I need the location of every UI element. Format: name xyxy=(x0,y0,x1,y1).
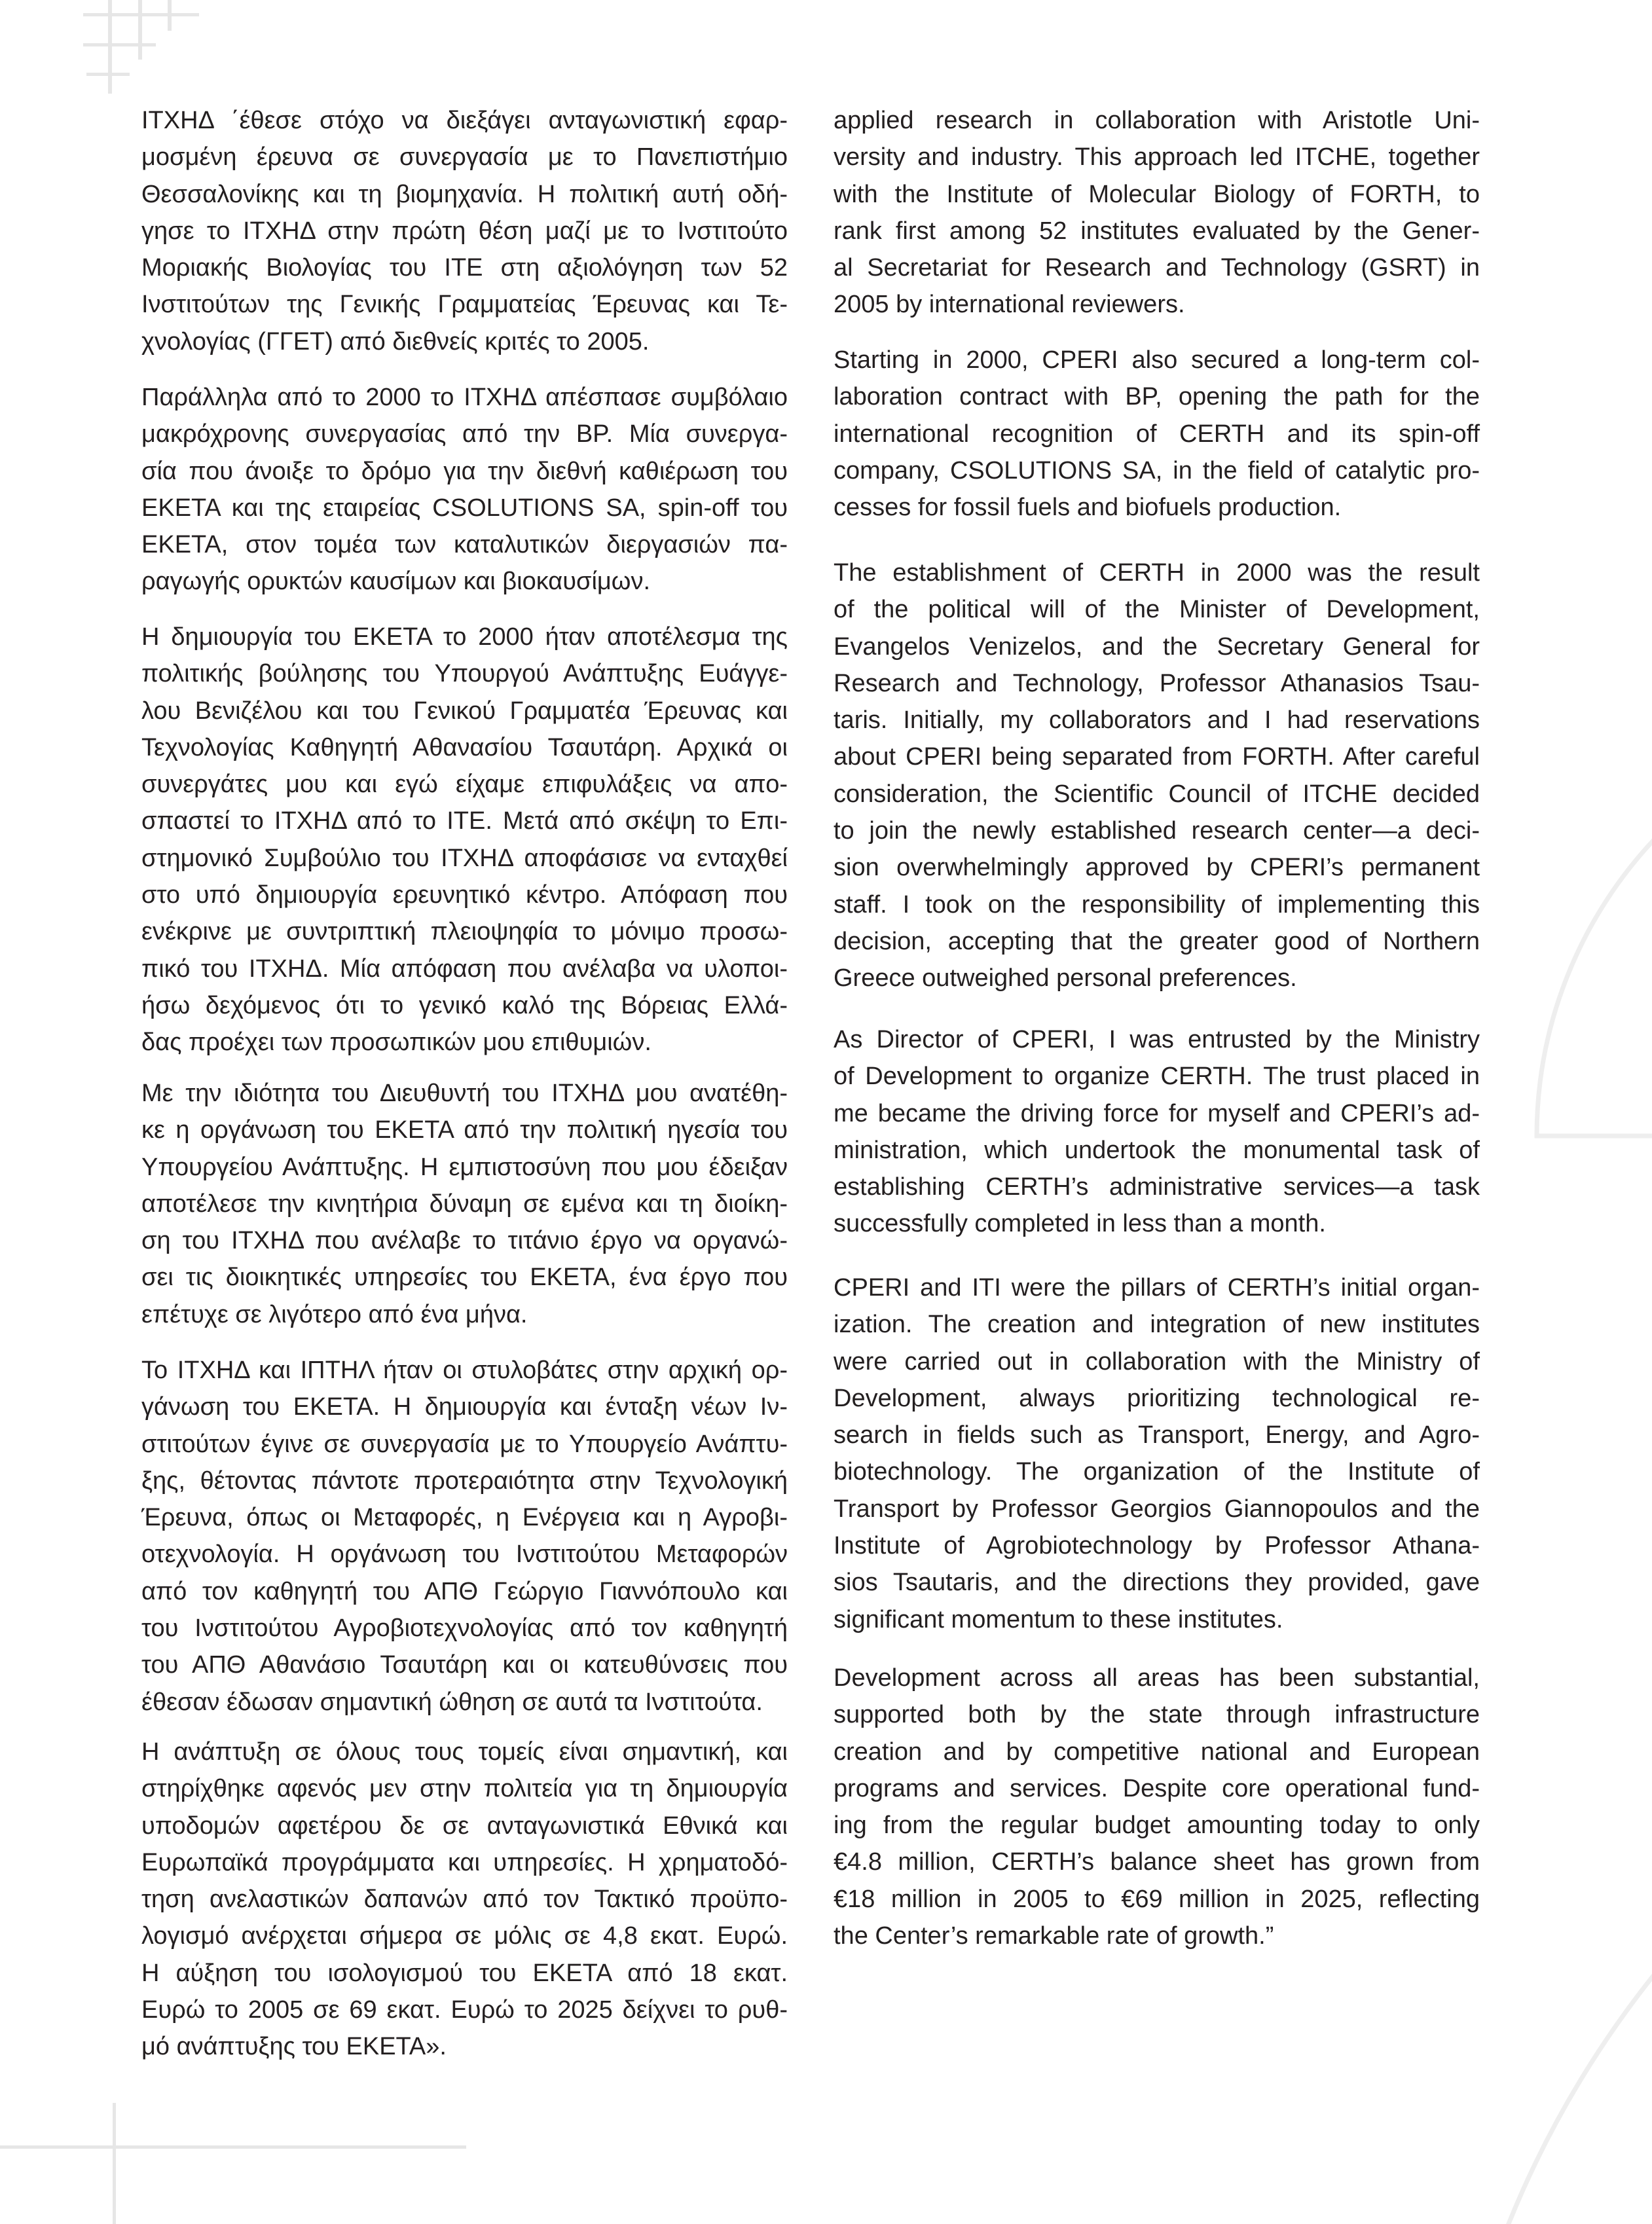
paragraph xyxy=(141,1734,788,2066)
text-line: οτεχνολογία. Η οργάνωση του Ινστιτούτου Μεταφορών xyxy=(141,1540,788,1569)
text-line: Research and Technology, Professor Athanasios Tsau- xyxy=(834,669,1480,697)
text-line: του Ινστιτούτου Αγροβιοτεχνολογίας από τον καθηγητή xyxy=(141,1614,788,1643)
text-line: successfully completed in less than a month. xyxy=(834,1210,1326,1238)
text-line: ραγωγής ορυκτών καυσίμων και βιοκαυσίμων. xyxy=(141,568,651,596)
text-line: στο υπό δημιουργία ερευνητικό κέντρο. Απόφαση που xyxy=(141,881,788,909)
paragraph xyxy=(834,1021,1480,1243)
text-line: ήσω δεχόμενος ότι το γενικό καλό της Βόρειας Ελλά- xyxy=(141,991,788,1019)
text-line: μό ανάπτυξης του ΕΚΕΤΑ». xyxy=(141,2033,447,2061)
text-line: The establishment of CERTH in 2000 was the result xyxy=(834,559,1480,587)
text-line: ξης, θέτοντας πάντοτε προτεραιότητα στην Τεχνολογική xyxy=(141,1467,788,1495)
text-line: about CPERI being separated from FORTH. After careful xyxy=(834,743,1480,771)
english-text-column xyxy=(834,0,1480,2224)
text-line: Development, always prioritizing technological re- xyxy=(834,1384,1480,1412)
text-line: κε η οργάνωση του ΕΚΕΤΑ από την πολιτική ηγεσία του xyxy=(141,1116,788,1144)
text-line: μοσμένη έρευνα σε συνεργασία με το Πανεπιστήμιο xyxy=(141,143,788,172)
text-line: Παράλληλα από το 2000 το ΙΤΧΗΔ απέσπασε συμβόλαιο xyxy=(141,384,788,411)
text-line: supported both by the state through infrastructure xyxy=(834,1701,1480,1729)
text-line: significant momentum to these institutes. xyxy=(834,1605,1283,1633)
text-line: sion overwhelmingly approved by CPERI’s permanent xyxy=(834,854,1480,882)
text-line: applied research in collaboration with Aristotle Uni- xyxy=(834,107,1480,134)
text-line: δας προέχει των προσωπικών μου επιθυμιών. xyxy=(141,1029,652,1057)
text-line: λογισμό ανέρχεται σήμερα σε μόλις σε 4,8 εκατ. Ευρώ. xyxy=(141,1922,788,1950)
text-line: were carried out in collaboration with the Ministry of xyxy=(834,1347,1480,1376)
text-line: υποδομών αφετέρου δε σε ανταγωνιστικά Εθνικά και xyxy=(141,1812,788,1840)
paragraph xyxy=(141,1075,788,1333)
paragraph xyxy=(834,102,1480,323)
paragraph xyxy=(141,102,788,360)
text-line: Ευρωπαϊκά προγράμματα και υπηρεσίες. Η χρηματοδό- xyxy=(141,1848,788,1876)
text-line: Η δημιουργία του ΕΚΕΤΑ το 2000 ήταν αποτέλεσμα της xyxy=(141,623,788,651)
text-line: ministration, which undertook the monumental task of xyxy=(834,1136,1480,1164)
text-line: me became the driving force for myself and CPERI’s ad- xyxy=(834,1099,1480,1127)
text-line: sios Tsautaris, and the directions they provided, gave xyxy=(834,1569,1480,1597)
text-line: μακρόχρονης συνεργασίας από την BP. Μία συνεργα- xyxy=(141,420,788,448)
paragraph xyxy=(141,619,788,1061)
text-line: ΕΚΕΤΑ, στον τομέα των καταλυτικών διεργασιών πα- xyxy=(141,531,788,559)
text-line: taris. Initially, my collaborators and I had reservations xyxy=(834,706,1480,735)
text-line: λου Βενιζέλου και του Γενικού Γραμματέα Έρευνας και xyxy=(141,697,788,725)
text-line: πικό του ΙΤΧΗΔ. Μία απόφαση που ανέλαβα να υλοποι- xyxy=(141,955,788,983)
text-line: 2005 by international reviewers. xyxy=(834,291,1185,319)
text-line: στημονικό Συμβούλιο του ΙΤΧΗΔ αποφάσισε να ενταχθεί xyxy=(141,844,788,872)
text-line: Η αύξηση του ισολογισμού του ΕΚΕΤΑ από 18 εκατ. xyxy=(141,1959,788,1987)
paragraph xyxy=(141,379,788,600)
text-line: international recognition of CERTH and its spin-off xyxy=(834,420,1480,448)
text-line: decision, accepting that the greater good of Northern xyxy=(834,927,1480,955)
text-line: laboration contract with BP, opening the path for the xyxy=(834,383,1480,411)
text-line: Ευρώ το 2005 σε 69 εκατ. Ευρώ το 2025 δείχνει το ρυθ- xyxy=(141,1996,788,2024)
text-line: staff. I took on the responsibility of implementing this xyxy=(834,890,1480,919)
text-line: πολιτικής βούλησης του Υπουργού Ανάπτυξης Ευάγγε- xyxy=(141,660,788,688)
text-line: Evangelos Venizelos, and the Secretary General for xyxy=(834,632,1480,661)
text-line: σία που άνοιξε το δρόμο για την διεθνή καθιέρωση του xyxy=(141,457,788,485)
text-line: consideration, the Scientific Council of ITCHE decided xyxy=(834,780,1480,808)
text-line: σει τις διοικητικές υπηρεσίες του ΕΚΕΤΑ, ένα έργο που xyxy=(141,1264,788,1292)
greek-text-column xyxy=(141,0,788,2224)
paragraph xyxy=(834,1269,1480,1638)
text-line: τηση ανελαστικών δαπανών από τον Τακτικό προϋπο- xyxy=(141,1886,788,1914)
text-line: στηρίχθηκε αφενός μεν στην πολιτεία για τη δημιουργία xyxy=(141,1775,788,1803)
text-line: programs and services. Despite core operational fund- xyxy=(834,1774,1480,1802)
text-line: €18 million in 2005 to €69 million in 2025, reflecting xyxy=(834,1885,1480,1913)
text-line: company, CSOLUTIONS SA, in the field of catalytic pro- xyxy=(834,456,1480,484)
paragraph xyxy=(834,342,1480,526)
text-line: Ινστιτούτων της Γενικής Γραμματείας Έρευνας και Τε- xyxy=(141,291,788,319)
text-line: ση του ΙΤΧΗΔ που ανέλαβε το τιτάνιο έργο να οργανώ- xyxy=(141,1227,788,1255)
text-line: συνεργάτες μου και εγώ είχαμε επιφυλάξεις να απο- xyxy=(141,771,788,799)
text-line: Η ανάπτυξη σε όλους τους τομείς είναι σημαντική, και xyxy=(141,1738,788,1766)
text-line: of the political will of the Minister of Development, xyxy=(834,596,1480,624)
text-line: Υπουργείου Ανάπτυξης. Η εμπιστοσύνη που μου έδειξαν xyxy=(141,1153,788,1181)
text-line: cesses for fossil fuels and biofuels production. xyxy=(834,494,1342,522)
semicircle-outline-icon xyxy=(1537,703,1652,1136)
text-line: Institute of Agrobiotechnology by Professor Athana- xyxy=(834,1532,1480,1560)
text-line: Τεχνολογίας Καθηγητή Αθανασίου Τσαυτάρη. Αρχικά οι xyxy=(141,733,788,761)
text-line: Έρευνα, όπως οι Μεταφορές, η Ενέργεια και η Αγροβι- xyxy=(141,1504,788,1532)
text-line: the Center’s remarkable rate of growth.” xyxy=(834,1922,1274,1950)
text-line: σπαστεί το ΙΤΧΗΔ από το ΙΤΕ. Μετά από σκέψη το Επι- xyxy=(141,807,788,835)
text-line: Το ΙΤΧΗΔ και ΙΠΤΗΛ ήταν οι στυλοβάτες στην αρχική ορ- xyxy=(141,1357,788,1384)
paragraph xyxy=(834,555,1480,997)
text-line: rank first among 52 institutes evaluated by the Gener- xyxy=(834,217,1480,245)
text-line: ing from the regular budget amounting today to only xyxy=(834,1812,1480,1840)
text-line: biotechnology. The organization of the Institute of xyxy=(834,1458,1480,1486)
text-line: of Development to organize CERTH. The trust placed in xyxy=(834,1063,1480,1091)
text-line: αποτέλεσε την κινητήρια δύναμη σε εμένα και τη διοίκη- xyxy=(141,1190,788,1218)
text-line: Με την ιδιότητα του Διευθυντή του ΙΤΧΗΔ μου ανατέθη- xyxy=(141,1080,788,1107)
text-line: του ΑΠΘ Αθανάσιο Τσαυτάρη και οι κατευθύνσεις που xyxy=(141,1651,788,1679)
text-line: with the Institute of Molecular Biology of FORTH, to xyxy=(834,180,1480,208)
text-line: creation and by competitive national and European xyxy=(834,1738,1480,1766)
text-line: έθεσαν έδωσαν σημαντική ώθηση σε αυτά τα Ινστιτούτα. xyxy=(141,1688,763,1716)
text-line: ΕΚΕΤΑ και της εταιρείας CSOLUTIONS SA, spin-off του xyxy=(141,494,788,522)
text-line: €4.8 million, CERTH’s balance sheet has grown from xyxy=(834,1848,1480,1876)
paragraph xyxy=(834,1660,1480,1954)
text-line: establishing CERTH’s administrative services—a task xyxy=(834,1173,1480,1201)
text-line: στιτούτων έγινε σε συνεργασία με το Υπουργείο Ανάπτυ- xyxy=(141,1430,788,1458)
text-line: CPERI and ITI were the pillars of CERTH’s initial organ- xyxy=(834,1274,1480,1302)
paragraph xyxy=(141,1352,788,1721)
text-line: γάνωση του ΕΚΕΤΑ. Η δημιουργία και ένταξη νέων Ιν- xyxy=(141,1393,788,1421)
text-line: γησε το ΙΤΧΗΔ στην πρώτη θέση μαζί με το Ινστιτούτο xyxy=(141,217,788,245)
text-line: Θεσσαλονίκης και τη βιομηχανία. Η πολιτική αυτή οδή- xyxy=(141,180,788,208)
text-line: ization. The creation and integration of new institutes xyxy=(834,1311,1480,1339)
text-line: al Secretariat for Research and Technology (GSRT) in xyxy=(834,254,1480,282)
text-line: Μοριακής Βιολογίας του ΙΤΕ στη αξιολόγηση των 52 xyxy=(141,254,788,282)
text-line: Transport by Professor Georgios Giannopoulos and the xyxy=(834,1495,1480,1523)
text-line: επέτυχε σε λιγότερο από ένα μήνα. xyxy=(141,1300,528,1328)
text-line: ενέκρινε με συντριπτική πλειοψηφία το μόνιμο προσω- xyxy=(141,918,788,946)
text-line: ΙΤΧΗΔ ΄έθεσε στόχο να διεξάγει ανταγωνιστική εφαρ- xyxy=(141,107,788,134)
text-line: search in fields such as Transport, Energy, and Agro- xyxy=(834,1421,1480,1449)
text-line: χνολογίας (ΓΓΕΤ) από διεθνείς κριτές το 2005. xyxy=(141,327,650,355)
text-line: to join the newly established research center—a deci- xyxy=(834,817,1480,845)
text-line: Starting in 2000, CPERI also secured a long-term col- xyxy=(834,346,1480,374)
text-line: Development across all areas has been substantial, xyxy=(834,1664,1480,1692)
text-line: As Director of CPERI, I was entrusted by the Ministry xyxy=(834,1026,1480,1053)
text-line: versity and industry. This approach led ITCHE, together xyxy=(834,143,1480,172)
text-line: από τον καθηγητή του ΑΠΘ Γεώργιο Γιαννόπουλο και xyxy=(141,1577,788,1605)
text-line: Greece outweighed personal preferences. xyxy=(834,964,1297,993)
